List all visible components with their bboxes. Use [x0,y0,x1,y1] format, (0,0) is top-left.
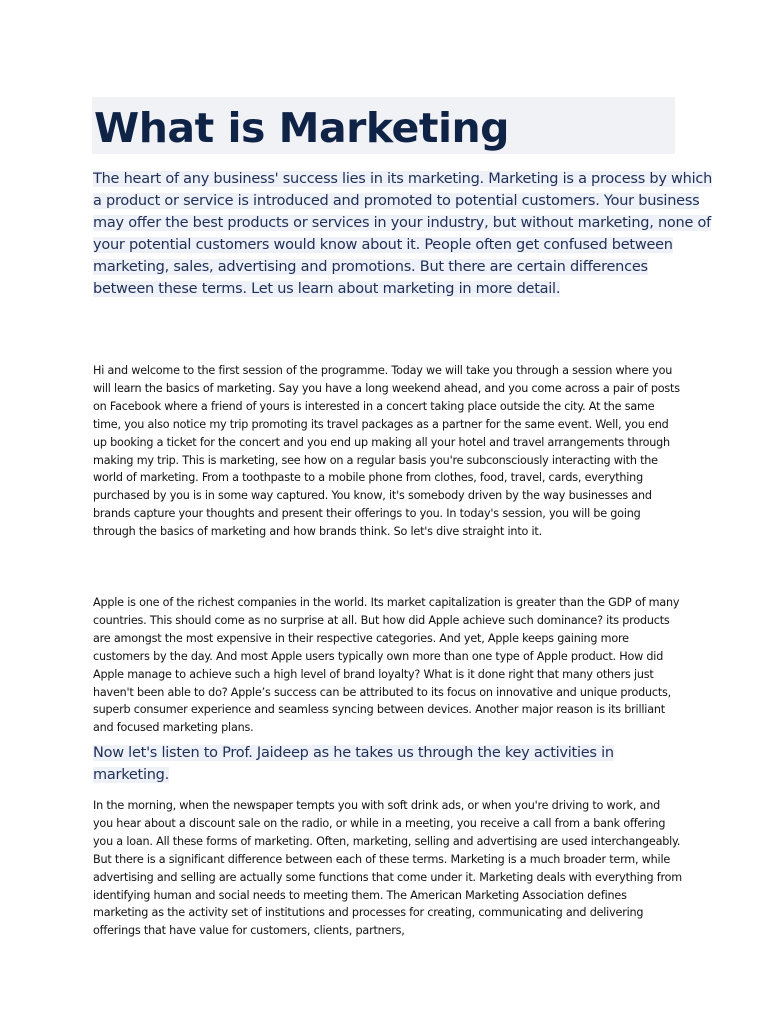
section-subheading [93,742,673,786]
intro-text: The heart of any business' success lies in its marketing. Marketing is a process by which a product or service is introduced and promoted to potential customers. Your business may offer the best products or services in your industry, but without marketing, none of your potential customers would know about it. People often get confused between marketing, sales, advertising and promotions. But there are certain differences between these terms. Let us learn about marketing in more detail. [93,171,713,297]
body-paragraph-2: Apple is one of the richest companies in the world. Its market capitalization is greater than the GDP of many countries. This should come as no surprise at all. But how did Apple achieve such dominance? its products are amongst the most expensive in their respective categories. And yet, Apple keeps gaining more customers by the day. And most Apple users typically own more than one type of Apple product. How did Apple manage to achieve such a high level of brand loyalty? What is it done right that many others just haven't been able to do? Apple’s success can be attributed to its focus on innovative and unique products, superb consumer experience and seamless syncing between devices. Another major reason is its brilliant and focused marketing plans. [93,596,680,735]
body-paragraph-1: Hi and welcome to the first session of the programme. Today we will take you through a session where you will learn the basics of marketing. Say you have a long weekend ahead, and you come across a pair of posts on Facebook where a friend of yours is interested in a concert taking place outside the city. At the same time, you also notice my trip promoting its travel packages as a partner for the same event. Well, you end up booking a ticket for the concert and you end up making all your hotel and travel arrangements through making my trip. This is marketing, see how on a regular basis you're subconsciously interacting with the world of marketing. From a toothpaste to a mobile phone from clothes, food, travel, cards, everything purchased by you is in some way captured. You know, it's somebody driven by the way businesses and brands capture your thoughts and present their offerings to you. In today's session, you will be going through the basics of marketing and how brands think. So let's dive straight into it. [93,364,680,539]
subheading-text: Now let's listen to Prof. Jaideep as he takes us through the key activities in marketing. [93,745,614,783]
body-paragraph-3: In the morning, when the newspaper tempts you with soft drink ads, or when you're driving to work, and you hear about a discount sale on the radio, or while in a meeting, you receive a call from a bank offering you a loan. All these forms of marketing. Often, marketing, selling and advertising are used interchangeably. But there is a significant difference between each of these terms. Marketing is a much broader term, while advertising and selling are actually some functions that come under it. Marketing deals with everything from identifying human and social needs to meeting them. The American Marketing Association defines marketing as the activity set of institutions and processes for creating, communicating and delivering offerings that have value for customers, clients, partners, [93,799,682,938]
intro-paragraph [93,168,713,300]
page-title: What is Marketing [94,104,510,152]
